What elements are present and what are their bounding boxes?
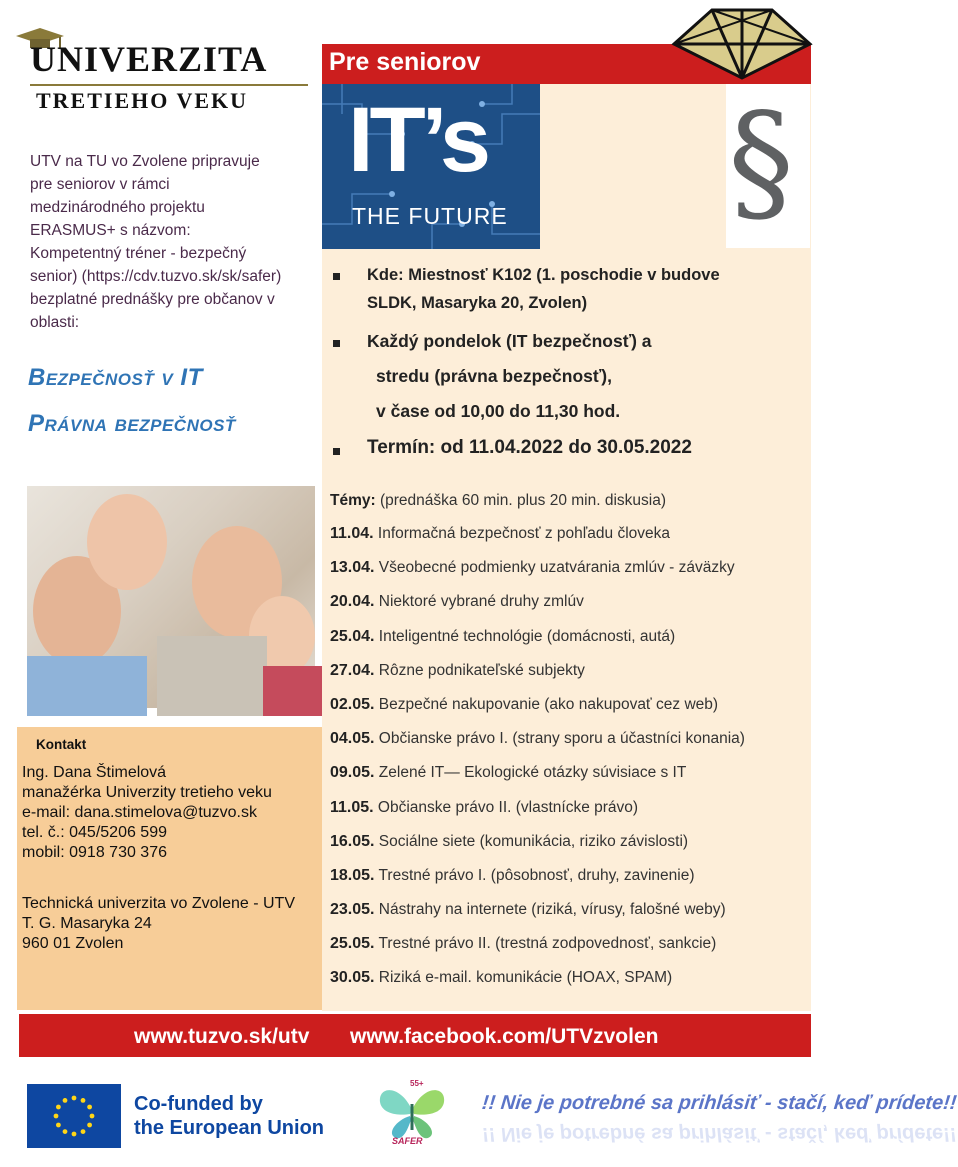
- contact-mobile: mobil: 0918 730 376: [22, 844, 167, 861]
- schedule-topic: Občianske právo II. (vlastnícke právo): [377, 798, 639, 816]
- schedule-row: [330, 559, 810, 593]
- eu-text-line-1: Co-funded by: [134, 1093, 263, 1115]
- band-label: Pre seniorov: [329, 48, 481, 76]
- schedule-date: 30.05.: [330, 969, 375, 987]
- contact-street: T. G. Masaryka 24: [22, 915, 152, 932]
- schedule-date: 18.05.: [330, 866, 375, 884]
- schedule-date: 02.05.: [330, 695, 375, 713]
- contact-org: Technická univerzita vo Zvolene - UTV: [22, 895, 295, 912]
- contact-phone: tel. č.: 045/5206 599: [22, 824, 167, 841]
- schedule-date: 11.05.: [330, 798, 374, 816]
- term-text: Termín: od 11.04.2022 do 30.05.2022: [367, 437, 692, 458]
- schedule-topic: Trestné právo I. (pôsobnosť, druhy, zavinenie): [378, 866, 695, 884]
- schedule-date: 25.05.: [330, 935, 375, 953]
- bullet-square: [333, 448, 340, 455]
- bullet-square: [333, 340, 340, 347]
- schedule-date: 25.04.: [330, 627, 375, 645]
- seniors-photo: [27, 486, 315, 708]
- schedule-date: 23.05.: [330, 901, 375, 919]
- location-text-2: SLDK, Masaryka 20, Zvolen): [367, 294, 588, 312]
- bullet-square: [333, 273, 340, 280]
- contact-address: [22, 894, 312, 954]
- schedule-days-text-2: stredu (právna bezpečnosť),: [376, 366, 612, 386]
- schedule-time-text: v čase od 10,00 do 11,30 hod.: [376, 401, 621, 421]
- paragraph-sign-icon: §: [728, 85, 794, 239]
- eu-flag-icon: [27, 1084, 121, 1148]
- schedule-date: 16.05.: [330, 832, 375, 850]
- contact-name: Ing. Dana Štimelová: [22, 764, 167, 781]
- contact-heading: Kontakt: [36, 737, 87, 752]
- schedule-date: 20.04.: [330, 593, 375, 611]
- logo-subtitle: TRETIEHO VEKU: [36, 88, 249, 113]
- website-link[interactable]: www.tuzvo.sk/utv: [134, 1025, 310, 1048]
- schedule-topic: Všeobecné podmienky uzatvárania zmlúv - záväzky: [378, 559, 735, 577]
- schedule-date: 09.05.: [330, 764, 375, 782]
- schedule-row: [330, 696, 810, 730]
- eu-cofunded-text: [134, 1092, 324, 1140]
- lecture-schedule: [330, 525, 810, 1004]
- intro-text: UTV na TU vo Zvolene pripravuje pre seniorov v rámci medzinárodného projektu ERASMUS+ s názvom: Kompetentný tréner - bezpečný senior) (https://cdv.tuzvo.sk/sk/safer) bezplatné prednášky pre občanov v oblasti:: [30, 153, 282, 331]
- schedule-topic: Nástrahy na internete (riziká, vírusy, falošné weby): [378, 901, 726, 919]
- logo-divider: [30, 84, 308, 86]
- eu-text-line-2: the European Union: [134, 1117, 324, 1139]
- schedule-date: 13.04.: [330, 559, 375, 577]
- schedule-row: [330, 833, 810, 867]
- contact-details: [22, 763, 322, 863]
- safer-label: SAFER: [392, 1136, 423, 1146]
- topics-heading: [330, 492, 666, 510]
- schedule-topic: Informačná bezpečnosť z pohľadu človeka: [377, 525, 671, 542]
- schedule-topic: Občianske právo I. (strany sporu a účastníci konania): [378, 730, 745, 748]
- schedule-topic: Rôzne podnikateľské subjekty: [378, 661, 585, 679]
- its-heading: IT’s: [348, 89, 488, 191]
- schedule-topic: Riziká e-mail. komunikácie (HOAX, SPAM): [378, 969, 673, 987]
- slogan-text: !! Nie je potrebné sa prihlásiť - stačí, keď prídete!!: [480, 1092, 958, 1114]
- schedule-row: [330, 662, 810, 696]
- topic-legal-security: Právna bezpečnosť: [28, 410, 236, 437]
- logo-title: UNIVERZITA: [30, 39, 268, 79]
- schedule-topic: Niektoré vybrané druhy zmlúv: [378, 593, 584, 611]
- schedule-row: [330, 628, 810, 662]
- schedule-row: [330, 764, 810, 798]
- schedule-days-text: Každý pondelok (IT bezpečnosť) a: [367, 331, 652, 351]
- schedule-row: [330, 525, 810, 559]
- safer-age-label: 55+: [410, 1079, 424, 1088]
- contact-city: 960 01 Zvolen: [22, 935, 124, 952]
- schedule-row: [330, 799, 810, 833]
- the-future-text: THE FUTURE: [352, 203, 508, 229]
- schedule-row: [330, 867, 810, 901]
- schedule-row: [330, 593, 810, 627]
- schedule-date: 11.04.: [330, 525, 374, 542]
- location-text: Kde: Miestnosť K102 (1. poschodie v budove: [367, 266, 720, 284]
- topics-label: Témy:: [330, 492, 376, 509]
- schedule-topic: Bezpečné nakupovanie (ako nakupovať cez web): [378, 695, 719, 713]
- slogan-reflection: !! Nie je potrebné sa prihlásiť - stačí, keď prídete!!: [480, 1123, 958, 1145]
- contact-role: manažérka Univerzity tretieho veku: [22, 784, 272, 801]
- topics-note: (prednáška 60 min. plus 20 min. diskusia): [379, 492, 666, 509]
- schedule-topic: Inteligentné technológie (domácnosti, autá): [378, 627, 676, 645]
- contact-email[interactable]: e-mail: dana.stimelova@tuzvo.sk: [22, 804, 257, 821]
- topic-it-security: Bezpečnosť v IT: [28, 364, 203, 391]
- schedule-date: 04.05.: [330, 730, 375, 748]
- schedule-topic: Sociálne siete (komunikácia, riziko závislosti): [378, 832, 689, 850]
- diamond-logo-icon: [672, 6, 812, 80]
- schedule-row: [330, 969, 810, 1003]
- schedule-row: [330, 935, 810, 969]
- facebook-link[interactable]: www.facebook.com/UTVzvolen: [350, 1025, 659, 1048]
- schedule-row: [330, 901, 810, 935]
- schedule-date: 27.04.: [330, 661, 375, 679]
- schedule-topic: Zelené IT— Ekologické otázky súvisiace s IT: [378, 764, 687, 782]
- schedule-row: [330, 730, 810, 764]
- schedule-topic: Trestné právo II. (trestná zodpovednosť, sankcie): [378, 935, 717, 953]
